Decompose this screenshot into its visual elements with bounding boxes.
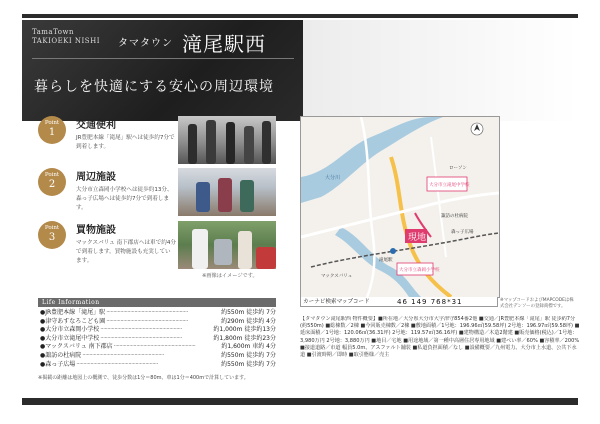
list-item <box>40 343 276 352</box>
brand-line2: TAKIOEKI NISHI <box>32 37 100 45</box>
distance-note: ※掲載の距離は地図上の概測で、徒歩分数は1分＝80m、車は1分＝400mで計算しています。 <box>38 375 249 381</box>
photo-caption: ※画像はイメージです。 <box>202 273 258 279</box>
point-title: 交通便利 <box>76 120 116 131</box>
area-map[interactable] <box>300 116 500 298</box>
poi-label-lawson: ローソン <box>449 166 467 171</box>
life-info-list <box>40 309 276 369</box>
leader-dots: ·························································· <box>106 317 188 325</box>
point-badge <box>38 168 66 196</box>
page-tagline: 暮らしを快適にする安心の周辺環境 <box>34 79 274 95</box>
facility-name: ●JR豊肥本線「滝尾」駅 <box>40 309 106 316</box>
brand-logo-text <box>32 28 100 46</box>
point-text: JR豊肥本線「滝尾」駅へは徒歩約7分で到着します。 <box>76 135 175 150</box>
poi-label-market: マックスバリュ <box>321 274 353 279</box>
poi-label-school: 大分市立森岡小学校 <box>399 268 440 273</box>
point-badge-word: Point <box>44 225 60 231</box>
cart-figure <box>214 239 232 265</box>
leader-dots: ·························································· <box>82 351 164 359</box>
map-canvas <box>301 117 499 297</box>
list-item <box>40 352 276 361</box>
site-label: 現地 <box>408 233 427 243</box>
leader-dots: ·························································· <box>76 360 158 368</box>
poi-label-middle-school: 大分市立滝尾中学校 <box>429 183 470 188</box>
commuters-photo <box>178 116 276 164</box>
facility-name: ●大分市立滝尾中学校 <box>40 334 100 342</box>
person-figure <box>244 126 254 164</box>
property-details: 【タマタウン滝尾駅西 物件概要】■所在地／大分県大分市大字津守854番2他 ■交通／JR豊肥本線「滝尾」駅 徒歩約7分(約550m) ■総棟数／2棟 ■今回販売棟数／2棟 ■敷地面積／1号地：196.96㎡(59.58坪) 2号地：196.97㎡(59.58坪) ■延床面積／1号地：120.06㎡(36.31坪) 2号地：119.57㎡(36.16坪) ■建物構造／木造2階建 ■販売価格(税込)／1号地：3,980万円 2号地：3,880万円 ■地目／宅地 ■用途地域／第一種中高層住居専用地域 ■建ぺい率／60% ■容積率／200% ■接道道路／市道 幅員5.0m、アスファルト舗装 ■私道負担面積／なし ■設備概要／九州電力、大分市上水道、公共下水道 ■引渡時期／即時 ■取引態様／売主 <box>300 316 580 359</box>
brand-kanji: 滝尾駅西 <box>182 32 266 56</box>
car-figure <box>256 247 276 269</box>
brand-kana: タマタウン <box>118 38 173 49</box>
list-item <box>40 326 276 335</box>
person-figure <box>188 124 197 164</box>
station-icon <box>390 248 396 254</box>
point-badge-word: Point <box>44 172 60 178</box>
facility-distance: 約1,800m 徒歩約23分 <box>213 334 276 342</box>
header-background <box>303 20 578 121</box>
point-badge <box>38 221 66 249</box>
point-badge-number: 2 <box>48 179 56 190</box>
child-figure <box>196 182 210 212</box>
leader-dots: ·························································· <box>100 326 182 334</box>
header-panel <box>22 20 303 121</box>
top-stripe <box>22 14 578 18</box>
schoolchildren-photo <box>178 168 276 216</box>
person-figure <box>206 120 216 164</box>
facility-name: ●マックスバリュ 南下郡店 <box>40 343 113 351</box>
map-code-bar <box>300 297 498 307</box>
person-figure <box>226 122 235 164</box>
river-label: 大分川 <box>325 175 341 181</box>
list-item <box>40 361 276 370</box>
facility-distance: 約1,600m 車約 4分 <box>221 343 276 351</box>
family-shopping-photo <box>178 221 276 269</box>
page-bottom-margin <box>0 412 600 424</box>
leader-dots: ·························································· <box>113 343 196 351</box>
point-title: 買物施設 <box>76 225 116 236</box>
facility-distance: 約1,000m 徒歩約13分 <box>213 326 276 334</box>
bottom-stripe <box>22 398 578 405</box>
facility-distance: 約550m 徒歩約 7分 <box>221 309 276 316</box>
header-divider <box>32 58 294 59</box>
person-figure <box>192 229 208 269</box>
person-figure <box>238 231 252 269</box>
facility-name: ●諏訪の杜病院 <box>40 351 82 359</box>
point-text: マックスバリュ 南下郡店へは車で約4分で到着します。買物施設も充実しています。 <box>76 240 176 264</box>
map-code-label: カーナビ検索マップコード <box>303 299 370 305</box>
map-code-value[interactable]: 46 149 768*31 <box>397 298 463 306</box>
point-badge-number: 1 <box>48 127 56 138</box>
poi-label-clinic: 諏訪の杜病院 <box>441 214 468 219</box>
point-badge-word: Point <box>44 120 60 126</box>
point-badge-number: 3 <box>48 232 56 243</box>
facility-distance: 約290m 徒歩約 4分 <box>221 317 276 325</box>
child-figure <box>218 178 232 212</box>
list-item <box>40 318 276 327</box>
brand-line1: TamaTown <box>32 28 74 36</box>
facility-name: ●津守あすなろこども園 <box>40 317 106 325</box>
list-item <box>40 309 276 318</box>
facility-name: ●大分市立森岡小学校 <box>40 326 100 334</box>
page-top-margin <box>0 0 600 12</box>
point-title: 周辺施設 <box>76 172 116 183</box>
leader-dots: ·························································· <box>106 309 188 316</box>
child-figure <box>240 180 254 212</box>
facility-distance: 約550m 徒歩約 7分 <box>221 351 276 359</box>
facility-name: ●森っ子広場 <box>40 360 76 368</box>
leader-dots: ·························································· <box>100 334 182 342</box>
life-info-heading: Life Information <box>38 298 276 307</box>
poi-label-station: 滝尾駅 <box>379 258 393 263</box>
map-code-note: ※マップコードおよびMAPCODEは株式会社デンソーの登録商標です。 <box>500 298 574 309</box>
facility-distance: 約550m 徒歩約 7分 <box>221 360 276 368</box>
poi-label-park: 森っ子広場 <box>451 230 474 235</box>
person-figure <box>262 121 271 164</box>
point-badge <box>38 116 66 144</box>
point-text: 大分市立森岡小学校へは徒歩約13分、森っ子広場へは徒歩約7分で到着します。 <box>76 187 173 211</box>
